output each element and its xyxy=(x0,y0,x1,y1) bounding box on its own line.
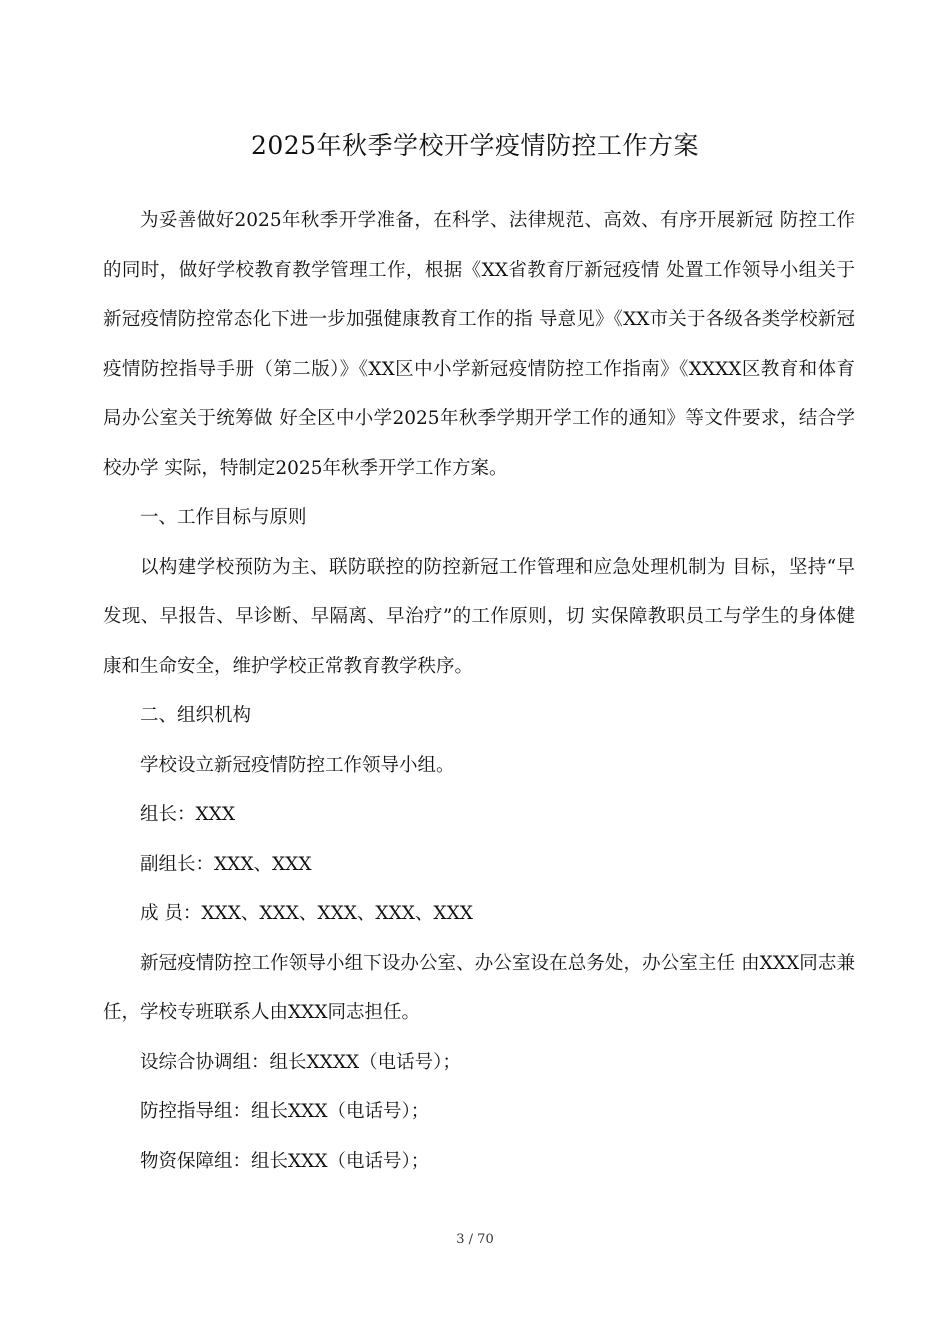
guidance-group-line: 防控指导组：组长XXX（电话号）； xyxy=(140,1101,430,1122)
deputy-leader-line: 副组长：XXX、XXX xyxy=(140,853,312,875)
document-title: 2025年秋季学校开学疫情防控工作方案 xyxy=(250,131,700,160)
intro-paragraph: 为妥善做好2025年秋季开学准备，在科学、法律规范、高效、有序开展新冠 防控工作的同时，做好学校教育教学管理工作，根据《XX省教育厅新冠疫情 处置工作领导小组关于新冠疫情防控常态化下进一步加强健康教育工作的指 导意见》《XX市关于各级各类学校新冠疫情防控指导手册（第二版）》《XX区中小学新冠疫情防控工作指南》《XXXX区教育和体育局办公室关于统筹做 好全区中小学2025年秋季学期开学工作的通知》等文件要求，结合学校办学 实际，特制定2025年秋季开学工作方案。 xyxy=(103,210,855,479)
section-heading-goals: 一、工作目标与原则 xyxy=(140,507,307,528)
leader-line: 组长：XXX xyxy=(140,804,236,825)
supplies-group-line: 物资保障组：组长XXX（电话号）； xyxy=(140,1150,430,1172)
goals-paragraph: 以构建学校预防为主、联防联控的防控新冠工作管理和应急处理机制为 目标，坚持“早发现、早报告、早诊断、早隔离、早治疗”的工作原则，切 实保障教职员工与学生的身体健康和生命安全，维护学校正常教育教学秩序。 xyxy=(103,556,855,677)
office-paragraph: 新冠疫情防控工作领导小组下设办公室、办公室设在总务处，办公室主任 由XXX同志兼任，学校专班联系人由XXX同志担任。 xyxy=(103,952,855,1023)
document-body xyxy=(103,196,855,1186)
org-intro-line: 学校设立新冠疫情防控工作领导小组。 xyxy=(140,754,455,776)
members-line: 成 员：XXX、XXX、XXX、XXX、XXX xyxy=(140,903,473,924)
page-number: 3 / 70 xyxy=(456,1232,494,1247)
coordination-group-line: 设综合协调组：组长XXXX（电话号）； xyxy=(140,1051,461,1073)
section-heading-organization: 二、组织机构 xyxy=(140,705,252,726)
